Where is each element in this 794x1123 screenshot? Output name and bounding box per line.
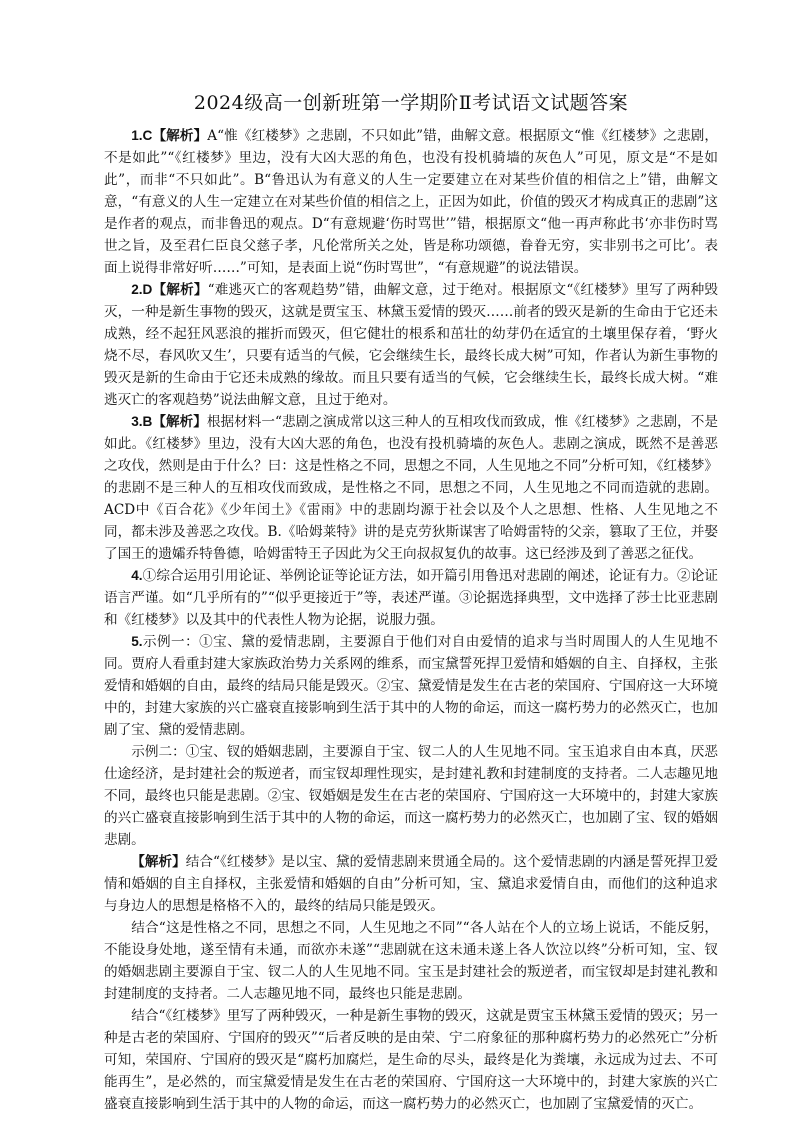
page-title: 2024级高一创新班第一学期阶Ⅱ考试语文试题答案 (193, 92, 629, 114)
answer-text: 示例二：①宝、钗的婚姻悲剧，主要源自于宝、钗二人的人生见地不同。宝玉追求自由本真，厌恶仕途经济，是封建社会的叛逆者，而宝钗却理性现实，是封建礼教和封建制度的支持者。二人志趣见地不同，最终也只能是悲剧。②宝、钗婚姻是发生在古老的荣国府、宁国府这一大环境中的，封建大家族的兴亡盛衰直接影响到生活于其中的人物的命运，而这一腐朽势力的必然灭亡，也加剧了宝、钗的婚姻悲剧。 (104, 744, 718, 848)
analysis-tag: 【解析】 (152, 414, 207, 430)
answer-5-analysis-1 (104, 851, 718, 917)
analysis-tag: 【解析】 (152, 282, 208, 298)
answer-text: 结合“《红楼梦》里写了两种毁灭，一种是新生事物的毁灭，这就是贾宝玉林黛玉爱情的毁灭；另一种是古老的荣国府、宁国府的毁灭”“后者反映的是由荣、宁二府象征的那种腐朽势力的必然死亡”分析可知，荣国府、宁国府的毁灭是“腐朽加腐烂，是生命的尽头，最终是化为粪壤，永远成为过去、不可能再生”，是必然的，而宝黛爱情是发生在古老的荣国府、宁国府这一大环境中的，封建大家族的兴亡盛衰直接影响到生活于其中的人物的命运，而这一腐朽势力的必然灭亡，也加剧了宝黛爱情的灭亡。 (104, 1008, 718, 1112)
answer-5-example-1 (104, 631, 718, 741)
answer-text: A“惟《红楼梦》之悲剧，不只如此”错，曲解文意。根据原文“惟《红楼梦》之悲剧，不是如此”“《红楼梦》里边，没有大凶大恶的角色，也没有投机骑墙的灰色人”可见，原文是“不是如此”，而非“不只如此”。B“鲁迅认为有意义的人生一定要建立在对某些价值的相信之上”错，曲解文意，“有意义的人生一定建立在对某些价值的相信之上，正因为如此，价值的毁灭才构成真正的悲剧”这是作者的观点，而非鲁迅的观点。D“有意规避‘伤时骂世’”错，根据原文“他一再声称此书‘亦非伤时骂世之旨，及至君仁臣良父慈子孝，凡伦常所关之处，皆是称功颂德，眷眷无穷，实非别书之可比’。表面上说得非常好听……”可知，是表面上说“伤时骂世”，“有意规避”的说法错误。 (104, 128, 718, 276)
analysis-tag: 【解析】 (131, 854, 186, 870)
answer-1 (104, 125, 718, 279)
answer-5-analysis-3 (104, 1005, 718, 1115)
answer-text: 结合“《红楼梦》是以宝、黛的爱情悲剧来贯通全局的。这个爱情悲剧的内涵是誓死捍卫爱情和婚姻的自主自择权，主张爱情和婚姻的自由”分析可知，宝、黛追求爱情自由，而他们的这种追求与身边人的思想是格格不入的，最终的结局只能是毁灭。 (104, 854, 718, 914)
answer-text: 结合“这是性格之不同，思想之不同，人生见地之不同”“各人站在个人的立场上说话，不能反躬，不能设身处地，遂至情有未通，而欲亦未遂”“悲剧就在这未通未遂上各人饮泣以终”分析可知，宝、钗的婚姻悲剧主要源自于宝、钗二人的人生见地不同。宝玉是封建社会的叛逆者，而宝钗却是封建礼教和封建制度的支持者。二人志趣见地不同，最终也只能是悲剧。 (104, 920, 718, 1002)
answer-text: “难逃灭亡的客观趋势”错，曲解文意，过于绝对。根据原文“《红楼梦》里写了两种毁灭，一种是新生事物的毁灭，这就是贾宝玉、林黛玉爱情的毁灭……前者的毁灭是新的生命由于它还未成熟，经不起狂风恶浪的摧折而毁灭，但它健壮的根系和茁壮的幼芽仍在适宜的土壤里保存着，‘野火烧不尽，春风吹又生’，只要有适当的气候，它会继续生长，最终长成大树”可知，作者认为新生事物的毁灭是新的生命由于它还未成熟的缘故。而且只要有适当的气候，它会继续生长，最终长成大树。“难逃灭亡的客观趋势”说法曲解文意，且过于绝对。 (104, 282, 719, 408)
answer-text: 根据材料一“悲剧之演成常以这三种人的互相攻伐而致成，惟《红楼梦》之悲剧，不是如此。《红楼梦》里边，没有大凶大恶的角色，也没有投机骑墙的灰色人。悲剧之演成，既然不是善恶之攻伐，然则是由于什么？曰：这是性格之不同，思想之不同，人生见地之不同”分析可知，《红楼梦》的悲剧不是三种人的互相攻伐而致成，是性格之不同，思想之不同，人生见地之不同而造就的悲剧。ACD中《百合花》《少年闰土》《雷雨》中的悲剧均源于社会以及个人之思想、性格、人生见地之不同，都未涉及善恶之攻伐。B.《哈姆莱特》讲的是克劳狄斯谋害了哈姆雷特的父亲，篡取了王位，并娶了国王的遗孀乔特鲁德，哈姆雷特王子因此为父王向叔叔复仇的故事。这已经涉及到了善恶之征伐。 (104, 414, 719, 562)
answer-5-example-2 (104, 741, 718, 851)
answer-text: 示例一：①宝、黛的爱情悲剧，主要源自于他们对自由爱情的追求与当时周围人的人生见地不同。贾府人看重封建大家族政治势力关系网的维系，而宝黛誓死捍卫爱情和婚姻的自主、自择权，主张爱情和婚姻的自由，最终的结局只能是毁灭。②宝、黛爱情是发生在古老的荣国府、宁国府这一大环境中的，封建大家族的兴亡盛衰直接影响到生活于其中的人物的命运，而这一腐朽势力的必然灭亡，也加剧了宝、黛的爱情悲剧。 (104, 634, 718, 738)
analysis-tag: 【解析】 (152, 128, 208, 144)
answer-5-analysis-2 (104, 917, 718, 1005)
question-number: 4. (131, 568, 143, 583)
answer-4 (104, 565, 718, 631)
question-number: 2.D (131, 282, 153, 297)
question-number: 3.B (131, 414, 153, 429)
answer-2 (104, 279, 718, 411)
answer-3 (104, 411, 718, 565)
question-number: 1.C (131, 128, 153, 143)
question-number: 5. (131, 634, 143, 649)
answer-text: ①综合运用引用论证、举例论证等论证方法，如开篇引用鲁迅对悲剧的阐述，论证有力。②论证语言严谨。如“几乎所有的”“似乎更接近于”等，表述严谨。③论据选择典型，文中选择了莎士比亚悲剧和《红楼梦》以及其中的代表性人物为论据，说服力强。 (104, 568, 718, 628)
